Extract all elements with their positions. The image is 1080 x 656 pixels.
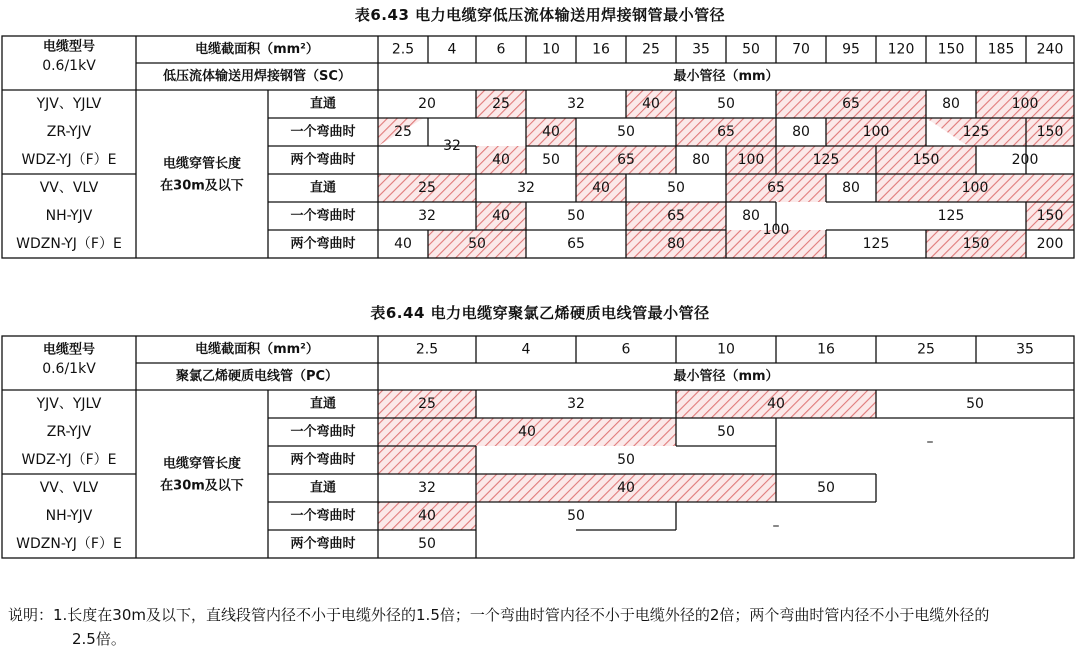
value-cell: 50	[717, 96, 735, 112]
section-header-cell: 2.5	[415, 341, 439, 358]
section-header-cell: 2.5	[391, 41, 415, 58]
voltage-label: 0.6/1kV	[42, 58, 96, 74]
value-cell: 150	[912, 152, 940, 168]
value-cell: 125	[862, 236, 890, 252]
section-header-cell: 25	[642, 41, 660, 58]
value-cell: 65	[842, 96, 860, 112]
note-line-1: 说明：1.长度在30m及以下，直线段管内径不小于电缆外径的1.5倍；一个弯曲时管内径不小于电缆外径的2倍；两个弯曲时管内径不小于电缆外径的	[8, 606, 990, 624]
section-header-cell: 16	[592, 41, 610, 58]
value-cell: 40	[592, 180, 610, 196]
section-header-cell: 70	[792, 41, 810, 58]
value-cell: 50	[468, 236, 486, 252]
section-header-cell: 240	[1036, 41, 1064, 58]
section-header-cell: 120	[887, 41, 915, 58]
value-cell: 32	[418, 208, 436, 224]
length-label: 电缆穿管长度	[162, 456, 242, 472]
voltage-label: 0.6/1kV	[42, 361, 96, 377]
value-cell: 150	[1036, 208, 1064, 224]
cable-model-label: WDZN-YJ（F）E	[16, 236, 122, 252]
table-note	[8, 603, 1068, 651]
length-label: 电缆穿管长度	[162, 156, 242, 172]
value-cell: 150	[1036, 124, 1064, 140]
bend-type-label: 直通	[309, 180, 337, 196]
cable-model-label: ZR-YJV	[46, 424, 92, 440]
value-cell: 200	[1011, 152, 1039, 168]
bend-type-label: 两个弯曲时	[290, 152, 356, 168]
section-header-cell: 185	[987, 41, 1015, 58]
value-cell: 65	[617, 152, 635, 168]
value-cell: 65	[767, 180, 785, 196]
value-cell: 40	[492, 208, 510, 224]
value-cell: 32	[418, 480, 436, 496]
bend-type-label: 一个弯曲时	[290, 208, 356, 224]
value-cell: 40	[394, 236, 412, 252]
cable-model-label: WDZN-YJ（F）E	[16, 536, 122, 552]
value-cell: 80	[742, 208, 760, 224]
section-area-label: 电缆截面积（mm²）	[195, 342, 319, 357]
value-cell: 100	[762, 222, 790, 238]
value-cell: 40	[542, 124, 560, 140]
cable-type-label: 电缆型号	[42, 342, 96, 358]
value-cell: 80	[792, 124, 810, 140]
no-value-dash: –	[772, 518, 780, 534]
value-cell: 32	[443, 138, 461, 154]
section-header-cell: 150	[937, 41, 965, 58]
section-header-cell: 35	[1016, 341, 1034, 358]
value-cell: 50	[717, 424, 735, 440]
pipe-type-label: 低压流体输送用焊接钢管（SC）	[163, 69, 351, 84]
length-label: 在30m及以下	[160, 178, 244, 194]
value-cell: 20	[418, 96, 436, 112]
value-cell: 32	[567, 396, 585, 412]
cable-model-label: WDZ-YJ（F）E	[21, 152, 117, 168]
bend-type-label: 直通	[309, 396, 337, 412]
value-cell: 25	[394, 124, 412, 140]
value-cell: 25	[492, 96, 510, 112]
value-cell: 150	[962, 236, 990, 252]
section-header-cell: 6	[621, 341, 631, 358]
value-cell: 100	[1011, 96, 1039, 112]
bend-type-label: 一个弯曲时	[290, 124, 356, 140]
value-cell: 40	[617, 480, 635, 496]
section-header-cell: 50	[742, 41, 760, 58]
section-header-cell: 35	[692, 41, 710, 58]
table-6-44-title: 表6.44 电力电缆穿聚氯乙烯硬质电线管最小管径	[370, 304, 710, 322]
value-cell: 40	[492, 152, 510, 168]
value-cell: 80	[942, 96, 960, 112]
value-cell: 80	[692, 152, 710, 168]
section-header-cell: 4	[447, 41, 457, 58]
section-header-cell: 95	[842, 41, 860, 58]
table-6-44-frame	[2, 336, 1074, 558]
min-diameter-label: 最小管径（mm）	[673, 369, 779, 384]
value-cell: 32	[567, 96, 585, 112]
section-header-cell: 16	[817, 341, 835, 358]
pipe-type-label: 聚氯乙烯硬质电线管（PC）	[175, 369, 339, 384]
value-cell: 50	[567, 208, 585, 224]
value-cell: 100	[862, 124, 890, 140]
value-cell: 125	[812, 152, 840, 168]
cable-model-label: WDZ-YJ（F）E	[21, 452, 117, 468]
length-label: 在30m及以下	[160, 478, 244, 494]
bend-type-label: 一个弯曲时	[290, 424, 356, 440]
cable-model-label: VV、VLV	[39, 180, 99, 196]
value-cell: 50	[667, 180, 685, 196]
cable-model-label: YJV、YJLV	[36, 396, 102, 412]
cable-type-label: 电缆型号	[42, 39, 96, 55]
section-header-cell: 10	[542, 41, 560, 58]
hatched-cell	[378, 446, 476, 474]
value-cell: 50	[966, 396, 984, 412]
section-header-cell: 25	[917, 341, 935, 358]
value-cell: 32	[517, 180, 535, 196]
value-cell: 125	[937, 208, 965, 224]
value-cell: 40	[518, 424, 536, 440]
value-cell: 40	[767, 396, 785, 412]
bend-type-label: 一个弯曲时	[290, 508, 356, 524]
section-header-cell: 10	[717, 341, 735, 358]
bend-type-label: 两个弯曲时	[290, 536, 356, 552]
cable-model-label: NH-YJV	[45, 508, 93, 524]
value-cell: 40	[642, 96, 660, 112]
value-cell: 100	[961, 180, 989, 196]
value-cell: 40	[418, 508, 436, 524]
value-cell: 25	[418, 180, 436, 196]
section-header-cell: 6	[496, 41, 506, 58]
table-6-43-title: 表6.43 电力电缆穿低压流体输送用焊接钢管最小管径	[354, 6, 726, 24]
cable-model-label: ZR-YJV	[46, 124, 92, 140]
min-diameter-label: 最小管径（mm）	[673, 69, 779, 84]
bend-type-label: 两个弯曲时	[290, 236, 356, 252]
bend-type-label: 直通	[309, 96, 337, 112]
no-value-dash: –	[926, 434, 934, 450]
value-cell: 65	[717, 124, 735, 140]
bend-type-label: 直通	[309, 480, 337, 496]
value-cell: 50	[617, 124, 635, 140]
value-cell: 80	[667, 236, 685, 252]
value-cell: 50	[418, 536, 436, 552]
note-line-2: 2.5倍。	[72, 630, 126, 648]
value-cell: 50	[567, 508, 585, 524]
cable-model-label: VV、VLV	[39, 480, 99, 496]
value-cell: 80	[842, 180, 860, 196]
value-cell: 50	[817, 480, 835, 496]
cable-model-label: YJV、YJLV	[36, 96, 102, 112]
bend-type-label: 两个弯曲时	[290, 452, 356, 468]
value-cell: 25	[418, 396, 436, 412]
value-cell: 100	[737, 152, 765, 168]
section-header-cell: 4	[521, 341, 531, 358]
section-area-label: 电缆截面积（mm²）	[195, 42, 319, 57]
value-cell: 125	[962, 124, 990, 140]
value-cell: 50	[617, 452, 635, 468]
value-cell: 50	[542, 152, 560, 168]
value-cell: 200	[1036, 236, 1064, 252]
value-cell: 65	[667, 208, 685, 224]
cable-model-label: NH-YJV	[45, 208, 93, 224]
value-cell: 65	[567, 236, 585, 252]
